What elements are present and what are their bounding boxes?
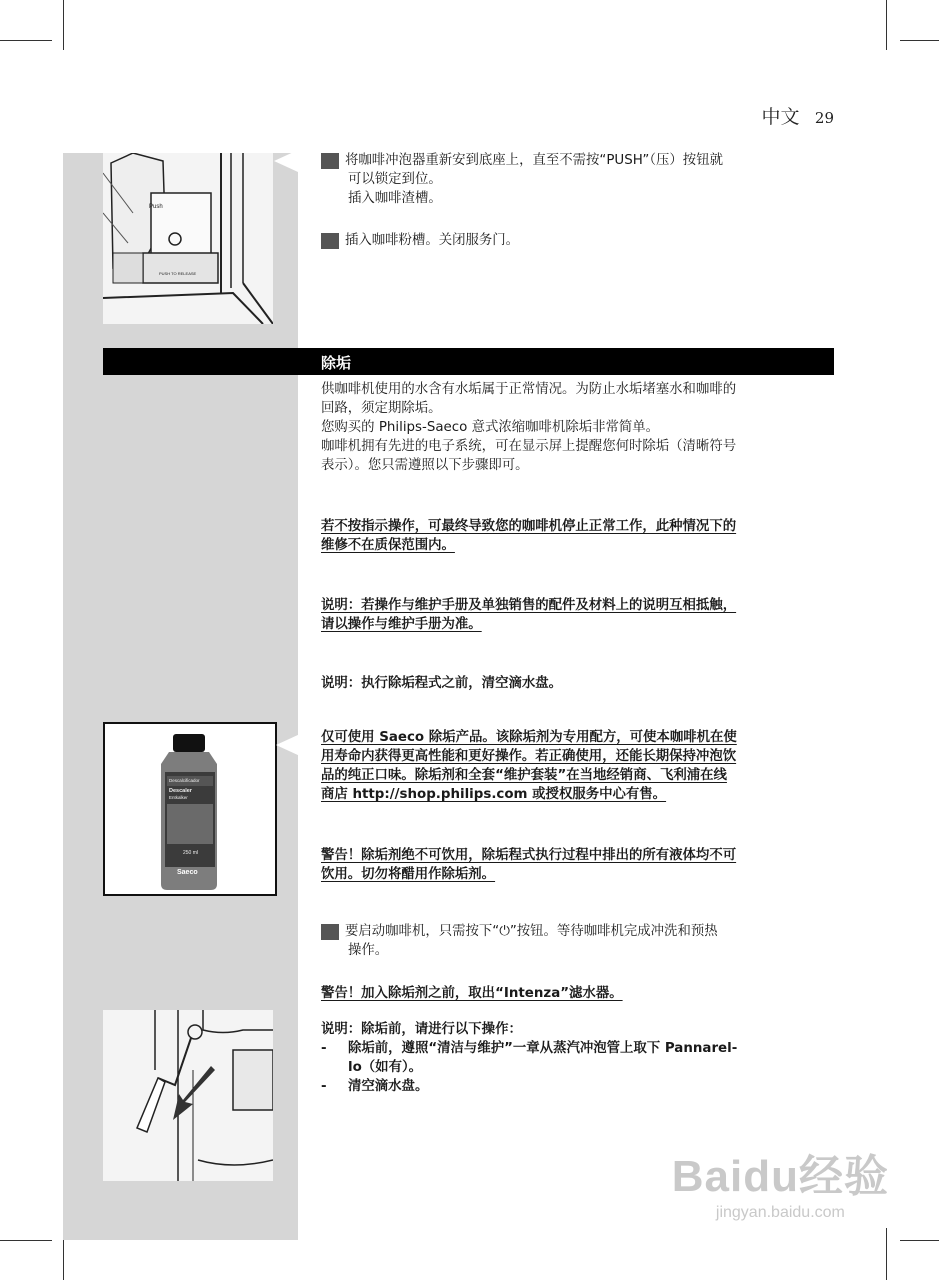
text-line: 咖啡机拥有先进的电子系统，可在显示屏上提醒您何时除垢（清晰符号	[321, 439, 737, 454]
text-line: 供咖啡机使用的水含有水垢属于正常情况。为防止水垢堵塞水和咖啡的	[321, 382, 737, 397]
text-line: 仅可使用 Saeco 除垢产品。该除垢剂为专用配方，可使本咖啡机在使	[321, 730, 737, 745]
page-number: 29	[814, 109, 834, 127]
list-bullet: -	[321, 1079, 327, 1094]
step-number: 4	[321, 233, 339, 249]
text-line: 表示）。您只需遵照以下步骤即可。	[321, 458, 529, 473]
steam-wand-illustration	[103, 1010, 273, 1181]
drip-tray-note: 说明：执行除垢程式之前，清空滴水盘。	[321, 676, 563, 691]
drink-warning	[321, 846, 834, 884]
step-1	[312, 922, 834, 960]
language-label: 中文	[761, 106, 800, 128]
brew-unit-drawing	[103, 153, 273, 324]
push-label: Push	[149, 204, 163, 210]
step-3	[312, 151, 834, 208]
text-line: 说明：若操作与维护手册及单独销售的配件及材料上的说明互相抵触，	[321, 598, 737, 613]
step-number: 1	[321, 924, 339, 940]
descaler-product-note	[321, 728, 834, 804]
section-heading-bar	[103, 348, 834, 375]
list-item	[321, 1077, 834, 1096]
step-4	[312, 231, 834, 250]
step-text: 插入咖啡渣槽。	[348, 191, 442, 206]
list-bullet: -	[321, 1041, 327, 1056]
bottle-drawing	[105, 724, 275, 894]
warranty-warning	[321, 517, 834, 555]
pointer-arrow	[274, 150, 298, 172]
watermark-url: jingyan.baidu.com	[715, 1204, 845, 1221]
step-text: 插入咖啡粉槽。关闭服务门。	[345, 233, 520, 248]
step-text: 将咖啡冲泡器重新安到底座上，直至不需按“PUSH”（压）按钮就	[345, 153, 723, 168]
watermark-brand: Baidu经验	[671, 1152, 889, 1201]
steam-wand-drawing	[103, 1010, 273, 1181]
section-title: 除垢	[321, 354, 352, 372]
text-line: 您购买的 Philips-Saeco 意式浓缩咖啡机除垢非常简单。	[321, 420, 660, 435]
text-line: 品的纯正口味。除垢剂和全套“维护套装”在当地经销商、飞利浦在线	[321, 768, 727, 783]
step-text: 操作。	[348, 943, 389, 958]
descaler-bottle-illustration	[103, 722, 277, 896]
list-text: 除垢前，遵照“清洁与维护”一章从蒸汽冲泡管上取下 Pannarel-	[348, 1041, 738, 1056]
bottle-label-1: Descalcificador	[169, 778, 200, 783]
baidu-watermark	[672, 1140, 889, 1222]
note-title: 说明：除垢前，请进行以下操作：	[321, 1022, 522, 1037]
bottle-label-2: Descaler	[169, 788, 192, 794]
page-header	[761, 102, 834, 129]
step-number: 3	[321, 153, 339, 169]
list-text: lo（如有）。	[348, 1060, 423, 1075]
bottle-volume: 250 ml	[183, 850, 199, 856]
bottle-brand: Saeco	[177, 869, 198, 876]
text-line: 维修不在质保范围内。	[321, 538, 455, 553]
filter-warning: 警告！加入除垢剂之前，取出“Intenza”滤水器。	[321, 986, 623, 1001]
brew-unit-illustration	[103, 153, 273, 324]
pointer-arrow	[276, 734, 300, 756]
text-line: 回路，须定期除垢。	[321, 401, 442, 416]
manual-note	[321, 596, 834, 634]
text-line: 饮用。切勿将醋用作除垢剂。	[321, 867, 496, 882]
bottle-label-3: Entkalker	[169, 795, 188, 800]
push-release-label: PUSH TO RELEASE	[159, 271, 197, 276]
text-line: 商店 http://shop.philips.com 或授权服务中心有售。	[321, 787, 667, 802]
step-text: 可以锁定到位。	[348, 172, 442, 187]
text-line: 用寿命内获得更高性能和更好操作。若正确使用，还能长期保持冲泡饮	[321, 749, 737, 764]
before-descaling-note	[321, 1020, 834, 1096]
text-line: 警告！除垢剂绝不可饮用，除垢程式执行过程中排出的所有液体均不可	[321, 848, 737, 863]
list-text: 清空滴水盘。	[348, 1079, 429, 1094]
intro-paragraph	[321, 380, 834, 475]
text-line: 若不按指示操作，可最终导致您的咖啡机停止正常工作，此种情况下的	[321, 519, 737, 534]
text-line: 请以操作与维护手册为准。	[321, 617, 482, 632]
list-item	[321, 1039, 834, 1058]
step-text: 要启动咖啡机，只需按下“⏻”按钮。等待咖啡机完成冲洗和预热	[345, 924, 718, 939]
